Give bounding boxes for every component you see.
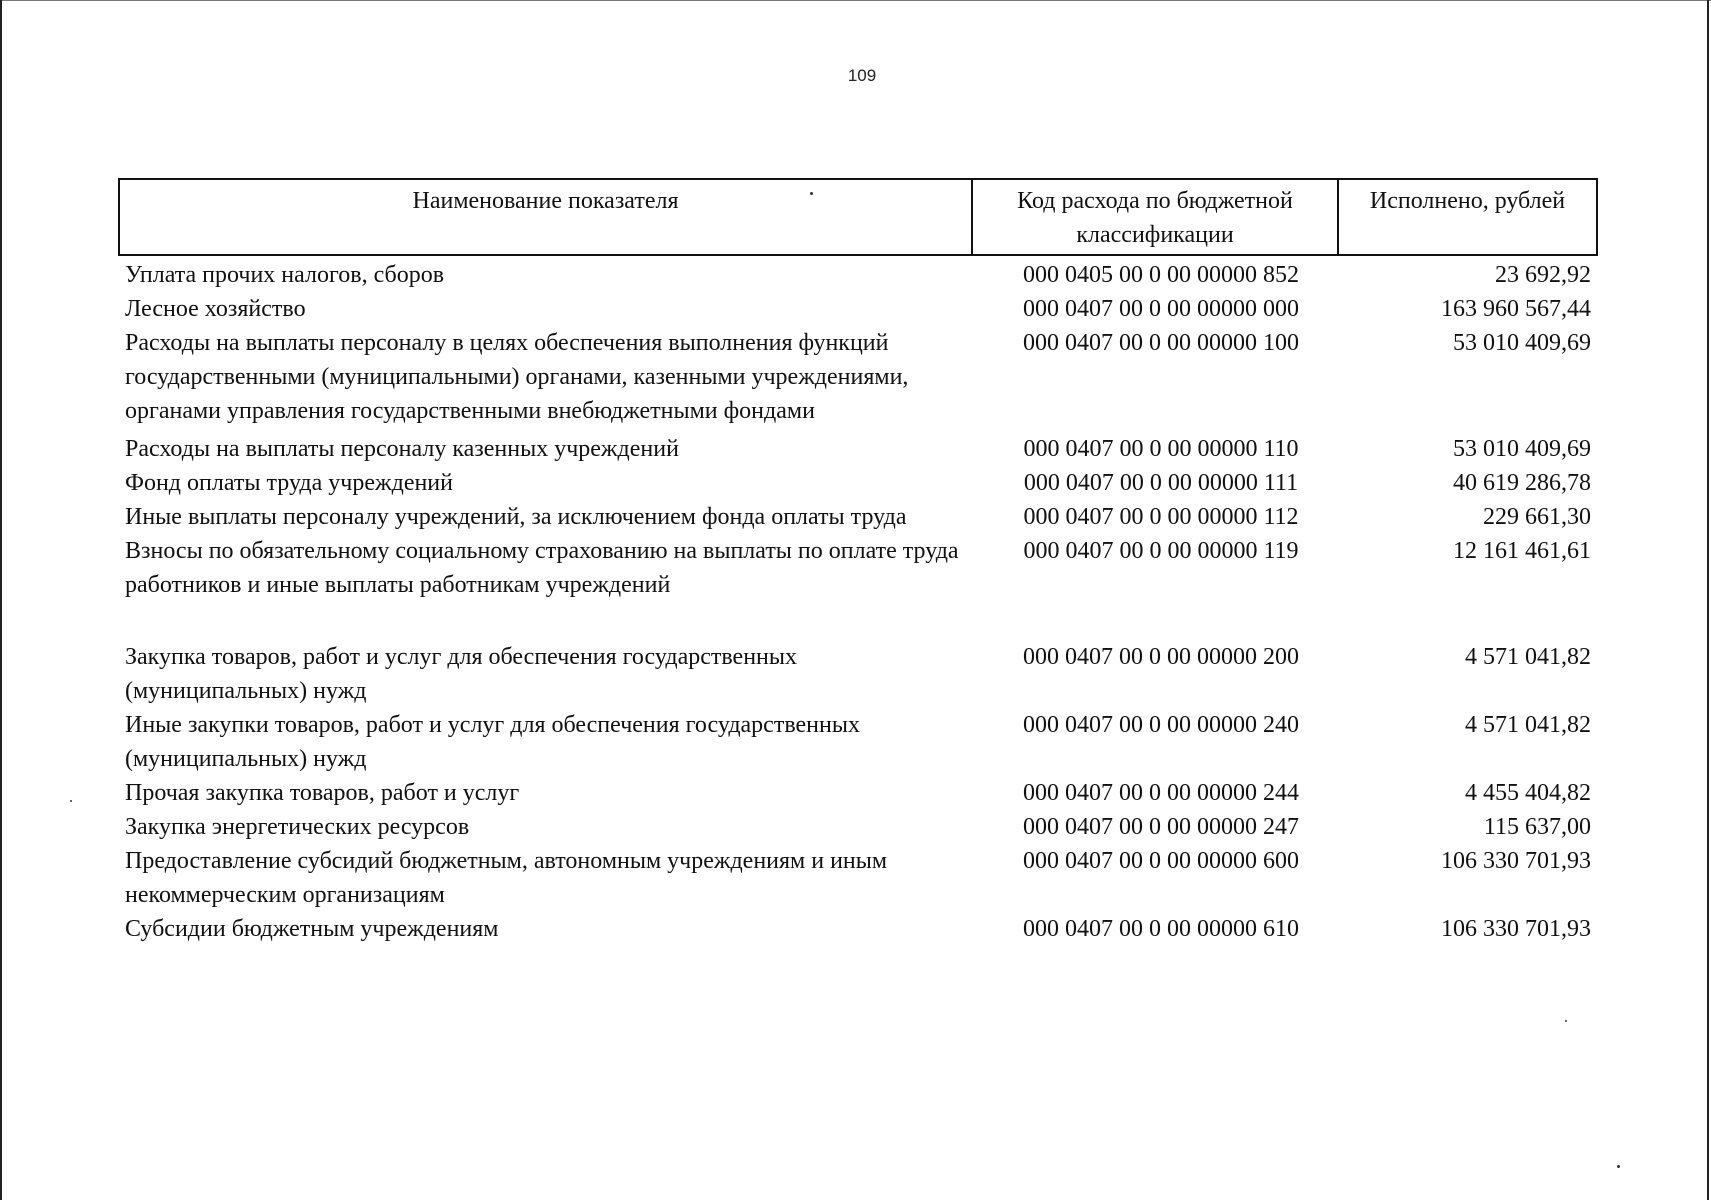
table-row bbox=[119, 432, 1597, 466]
table-row bbox=[119, 912, 1597, 946]
row-code: 000 0407 00 0 00 00000 610 bbox=[1023, 916, 1299, 942]
row-name: Закупка энергетических ресурсов bbox=[125, 814, 470, 840]
row-name: Взносы по обязательному социальному страхованию на выплаты по оплате труда работников и иные выплаты работникам учреждений bbox=[125, 538, 959, 598]
row-amount: 163 960 567,44 bbox=[1441, 296, 1591, 322]
row-amount: 229 661,30 bbox=[1483, 504, 1591, 530]
scan-speck bbox=[1565, 1020, 1567, 1022]
row-code: 000 0407 00 0 00 00000 100 bbox=[1023, 330, 1299, 356]
row-amount: 4 455 404,82 bbox=[1465, 780, 1591, 806]
row-amount: 106 330 701,93 bbox=[1441, 848, 1591, 874]
table-row bbox=[119, 292, 1597, 326]
table-row bbox=[119, 708, 1597, 776]
row-amount: 115 637,00 bbox=[1483, 814, 1591, 840]
table-row bbox=[119, 640, 1597, 708]
row-code: 000 0405 00 0 00 00000 852 bbox=[1023, 262, 1299, 288]
row-name: Субсидии бюджетным учреждениям bbox=[125, 916, 499, 942]
header-name: Наименование показателя bbox=[119, 179, 972, 255]
row-code: 000 0407 00 0 00 00000 111 bbox=[1023, 470, 1299, 496]
row-name: Предоставление субсидий бюджетным, автономным учреждениям и иным некоммерческим организациям bbox=[125, 848, 888, 908]
row-name: Прочая закупка товаров, работ и услуг bbox=[125, 780, 520, 806]
page-number: 109 bbox=[847, 66, 877, 85]
row-code: 000 0407 00 0 00 00000 244 bbox=[1023, 780, 1299, 806]
row-code: 000 0407 00 0 00 00000 110 bbox=[1023, 436, 1299, 462]
row-amount: 53 010 409,69 bbox=[1453, 436, 1591, 462]
scan-speck bbox=[1617, 1165, 1620, 1168]
row-name: Уплата прочих налогов, сборов bbox=[125, 262, 445, 288]
row-name: Иные выплаты персоналу учреждений, за исключением фонда оплаты труда bbox=[125, 504, 907, 530]
table-row bbox=[119, 534, 1597, 640]
table-row bbox=[119, 255, 1597, 292]
row-amount: 23 692,92 bbox=[1495, 262, 1591, 288]
table-header bbox=[119, 179, 1597, 255]
table-row bbox=[119, 500, 1597, 534]
row-amount: 106 330 701,93 bbox=[1441, 916, 1591, 942]
row-name: Расходы на выплаты персоналу казенных учреждений bbox=[125, 436, 679, 462]
table-row bbox=[119, 776, 1597, 810]
table-row bbox=[119, 466, 1597, 500]
scan-speck bbox=[810, 192, 813, 195]
scan-border-top bbox=[0, 0, 1711, 1]
header-row bbox=[119, 179, 1597, 255]
scan-border-left bbox=[0, 0, 2, 1200]
expenditure-table bbox=[118, 178, 1598, 946]
row-amount: 4 571 041,82 bbox=[1465, 712, 1591, 738]
header-code: Код расхода по бюджетной классификации bbox=[972, 179, 1338, 255]
row-code: 000 0407 00 0 00 00000 200 bbox=[1023, 644, 1299, 670]
table-body bbox=[119, 255, 1597, 946]
table-row bbox=[119, 810, 1597, 844]
row-code: 000 0407 00 0 00 00000 600 bbox=[1023, 848, 1299, 874]
row-code: 000 0407 00 0 00 00000 000 bbox=[1023, 296, 1299, 322]
row-name: Фонд оплаты труда учреждений bbox=[125, 470, 453, 496]
row-code: 000 0407 00 0 00 00000 247 bbox=[1023, 814, 1299, 840]
row-name: Лесное хозяйство bbox=[125, 296, 306, 322]
row-name: Закупка товаров, работ и услуг для обеспечения государственных (муниципальных) нужд bbox=[125, 644, 798, 704]
row-name: Иные закупки товаров, работ и услуг для обеспечения государственных (муниципальных) нужд bbox=[125, 712, 860, 772]
row-amount: 12 161 461,61 bbox=[1453, 538, 1591, 564]
row-code: 000 0407 00 0 00 00000 119 bbox=[1023, 538, 1299, 564]
table-row bbox=[119, 844, 1597, 912]
scan-border-right bbox=[1707, 0, 1709, 1200]
table-row bbox=[119, 326, 1597, 432]
header-amount: Исполнено, рублей bbox=[1338, 179, 1597, 255]
row-amount: 40 619 286,78 bbox=[1453, 470, 1591, 496]
row-amount: 53 010 409,69 bbox=[1453, 330, 1591, 356]
row-name: Расходы на выплаты персоналу в целях обеспечения выполнения функций государственными (муниципальными) органами, казенными учреждениями, органами управления государственными внебюджетными фондами bbox=[125, 330, 909, 424]
row-amount: 4 571 041,82 bbox=[1465, 644, 1591, 670]
row-code: 000 0407 00 0 00 00000 240 bbox=[1023, 712, 1299, 738]
row-code: 000 0407 00 0 00 00000 112 bbox=[1023, 504, 1299, 530]
scan-speck bbox=[70, 800, 72, 802]
